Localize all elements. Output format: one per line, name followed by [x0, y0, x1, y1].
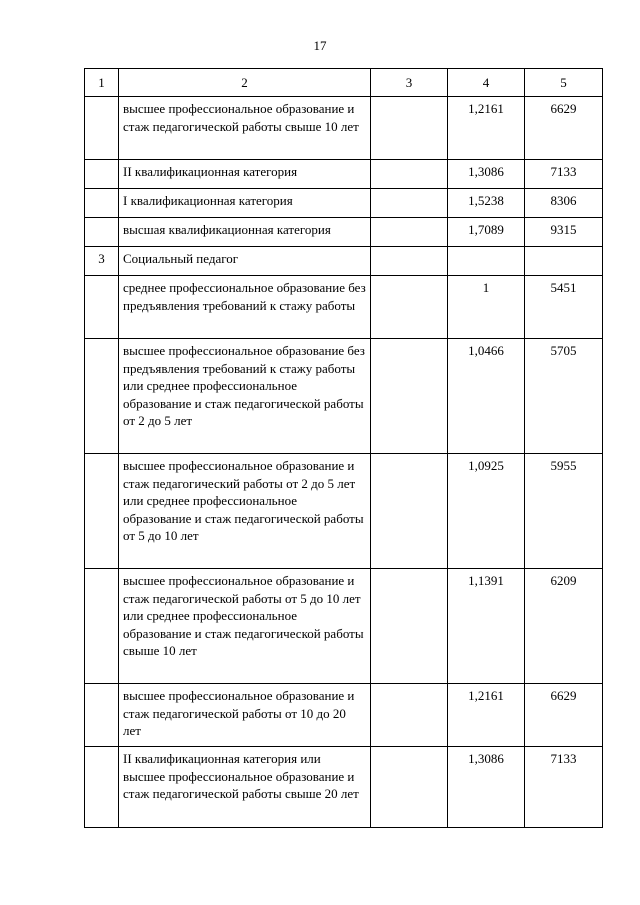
table-body [85, 97, 603, 828]
table-row [85, 569, 603, 684]
row-description-cell: высшее профессиональное образование и стаж педагогический работы от 2 до 5 лет или среднее профессиональное образование и стаж педагогической работы от 5 до 10 лет [119, 454, 371, 569]
row-index-cell [85, 339, 119, 454]
table-row [85, 339, 603, 454]
row-coefficient-cell: 1,3086 [448, 160, 525, 189]
row-description-cell: среднее профессиональное образование без предъявления требований к стажу работы [119, 276, 371, 339]
header-col-5: 5 [525, 69, 603, 97]
row-salary-cell: 5451 [525, 276, 603, 339]
row-col3-cell [371, 218, 448, 247]
row-salary-cell: 7133 [525, 747, 603, 828]
row-coefficient-cell: 1,1391 [448, 569, 525, 684]
row-index-cell [85, 97, 119, 160]
row-index-cell [85, 454, 119, 569]
table-row [85, 97, 603, 160]
row-coefficient-cell: 1,3086 [448, 747, 525, 828]
row-salary-cell [525, 247, 603, 276]
row-salary-cell: 9315 [525, 218, 603, 247]
table-row [85, 684, 603, 747]
row-col3-cell [371, 189, 448, 218]
header-col-4: 4 [448, 69, 525, 97]
row-index-cell [85, 569, 119, 684]
row-index-cell [85, 189, 119, 218]
row-salary-cell: 5705 [525, 339, 603, 454]
row-description-cell: высшее профессиональное образование и стаж педагогической работы свыше 10 лет [119, 97, 371, 160]
row-coefficient-cell: 1,7089 [448, 218, 525, 247]
row-index-cell [85, 747, 119, 828]
row-salary-cell: 6629 [525, 684, 603, 747]
row-col3-cell [371, 569, 448, 684]
row-description-cell: II квалификационная категория или высшее профессиональное образование и стаж педагогической работы свыше 20 лет [119, 747, 371, 828]
row-index-cell [85, 276, 119, 339]
row-col3-cell [371, 160, 448, 189]
row-index-cell [85, 218, 119, 247]
row-coefficient-cell: 1 [448, 276, 525, 339]
row-description-cell: II квалификационная категория [119, 160, 371, 189]
row-salary-cell: 8306 [525, 189, 603, 218]
header-col-3: 3 [371, 69, 448, 97]
table-row [85, 160, 603, 189]
table-row [85, 189, 603, 218]
row-col3-cell [371, 339, 448, 454]
row-description-cell: высшее профессиональное образование и стаж педагогической работы от 10 до 20 лет [119, 684, 371, 747]
row-coefficient-cell [448, 247, 525, 276]
row-coefficient-cell: 1,5238 [448, 189, 525, 218]
row-index-cell [85, 160, 119, 189]
row-coefficient-cell: 1,0925 [448, 454, 525, 569]
row-col3-cell [371, 97, 448, 160]
row-salary-cell: 5955 [525, 454, 603, 569]
table-header-row [85, 69, 603, 97]
row-description-cell: высшая квалификационная категория [119, 218, 371, 247]
row-coefficient-cell: 1,2161 [448, 684, 525, 747]
row-description-cell: I квалификационная категория [119, 189, 371, 218]
table-row [85, 454, 603, 569]
row-index-cell: 3 [85, 247, 119, 276]
header-col-1: 1 [85, 69, 119, 97]
row-col3-cell [371, 684, 448, 747]
row-index-cell [85, 684, 119, 747]
table-row [85, 747, 603, 828]
row-description-cell: высшее профессиональное образование и стаж педагогической работы от 5 до 10 лет или среднее профессиональное образование и стаж педагогической работы свыше 10 лет [119, 569, 371, 684]
row-coefficient-cell: 1,2161 [448, 97, 525, 160]
row-description-cell: Социальный педагог [119, 247, 371, 276]
row-coefficient-cell: 1,0466 [448, 339, 525, 454]
row-col3-cell [371, 454, 448, 569]
row-description-cell: высшее профессиональное образование без предъявления требований к стажу работы или среднее профессиональное образование и стаж педагогической работы от 2 до 5 лет [119, 339, 371, 454]
page-number: 17 [313, 38, 327, 53]
table-row [85, 218, 603, 247]
salary-table [84, 68, 603, 828]
row-col3-cell [371, 276, 448, 339]
table-row [85, 276, 603, 339]
row-col3-cell [371, 747, 448, 828]
row-salary-cell: 6629 [525, 97, 603, 160]
row-salary-cell: 6209 [525, 569, 603, 684]
row-col3-cell [371, 247, 448, 276]
row-salary-cell: 7133 [525, 160, 603, 189]
header-col-2: 2 [119, 69, 371, 97]
table-row [85, 247, 603, 276]
